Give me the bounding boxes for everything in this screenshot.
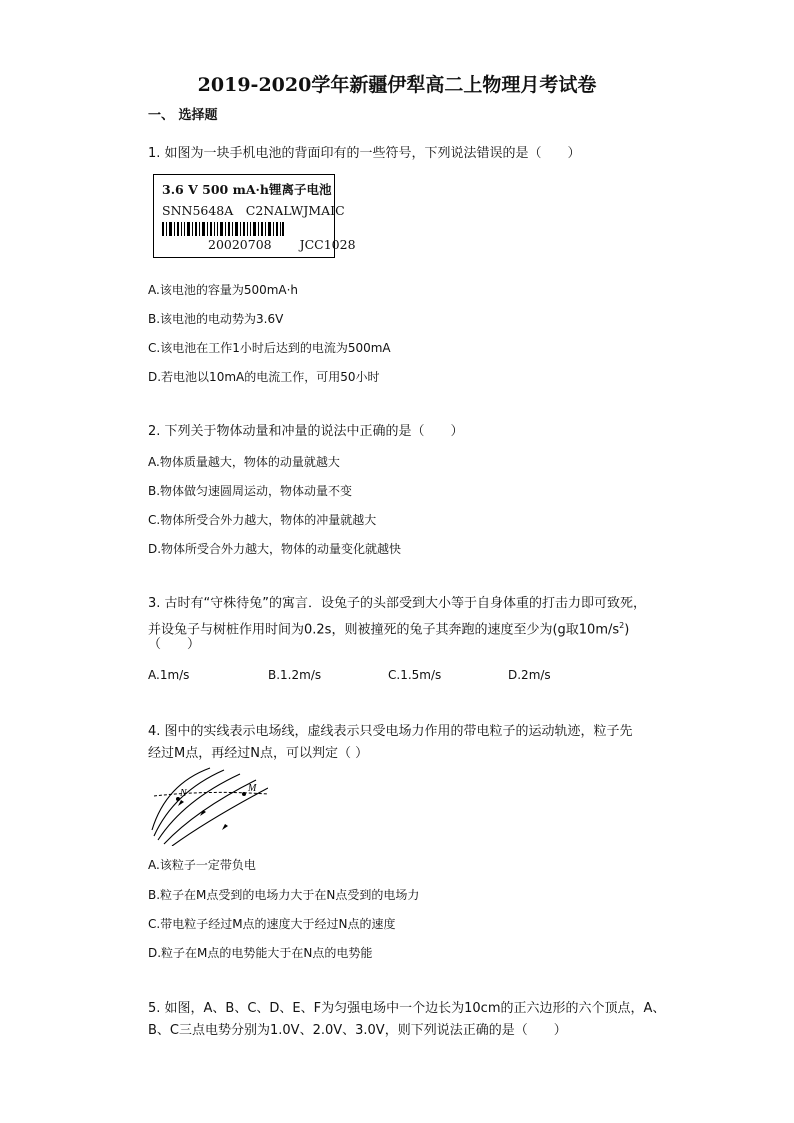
q1-option-b: B.该电池的电动势为3.6V — [148, 312, 284, 326]
q3-line-2-main: 并设兔子与树桩作用时间为0.2s，则被撞死的兔子其奔跑的速度至少为(g取10m/s — [148, 622, 620, 638]
q3-option-b: B.1.2m/s — [268, 668, 322, 682]
q3-exponent: 2 — [619, 621, 625, 630]
q2-option-d: D.物体所受合外力越大，物体的动量变化就越快 — [148, 542, 402, 556]
battery-serial: SNN5648A C2NALWJMAIC — [162, 203, 345, 218]
q2-option-c: C.物体所受合外力越大，物体的冲量就越大 — [148, 513, 377, 527]
question-5-line-1: 5. 如图，A、B、C、D、E、F为匀强电场中一个边长为10cm的正六边形的六个顶点，A、 — [148, 1001, 666, 1016]
field-line-4 — [164, 780, 256, 844]
section-heading: 一、 选择题 — [148, 108, 218, 123]
electric-field-figure — [148, 766, 268, 846]
q4-option-d: D.粒子在M点的电势能大于在N点的电势能 — [148, 946, 373, 960]
point-n-label: N — [180, 788, 187, 799]
battery-codes — [208, 237, 356, 252]
point-m-label: M — [248, 783, 257, 794]
question-3-line-2 — [148, 615, 629, 641]
battery-code: JCC1028 — [299, 237, 356, 252]
q1-option-a: A.该电池的容量为500mA·h — [148, 283, 299, 297]
question-3-line-3: （ ） — [148, 637, 201, 652]
q3-line-2-end: ) — [624, 622, 630, 638]
q2-option-a: A.物体质量越大，物体的动量就越大 — [148, 455, 340, 469]
question-4-line-1: 4. 图中的实线表示电场线，虚线表示只受电场力作用的带电粒子的运动轨迹，粒子先 — [148, 724, 633, 739]
q1-option-d: D.若电池以10mA的电流工作，可用50小时 — [148, 370, 380, 384]
question-2-text: 2. 下列关于物体动量和冲量的说法中正确的是（ ） — [148, 424, 464, 439]
point-m-dot — [242, 792, 246, 796]
arrow-icon — [178, 800, 184, 806]
battery-label-figure — [153, 174, 356, 258]
barcode-icon — [162, 222, 284, 236]
field-line-1 — [152, 768, 210, 830]
q4-option-a: A.该粒子一定带负电 — [148, 858, 256, 872]
q3-option-c: C.1.5m/s — [388, 668, 442, 682]
q3-option-a: A.1m/s — [148, 668, 190, 682]
arrow-icon — [222, 824, 228, 830]
question-4-line-2: 经过M点，再经过N点，可以判定（ ） — [148, 746, 369, 761]
battery-date: 20020708 — [208, 237, 272, 252]
q1-option-c: C.该电池在工作1小时后达到的电流为500mA — [148, 341, 391, 355]
question-3-line-1: 3. 古时有“守株待兔”的寓言．设兔子的头部受到大小等于自身体重的打击力即可致死， — [148, 596, 647, 611]
exam-title: 2019-2020学年新疆伊犁高二上物理月考试卷 — [197, 74, 597, 96]
q3-option-d: D.2m/s — [508, 668, 551, 682]
q4-option-b: B.粒子在M点受到的电场力大于在N点受到的电场力 — [148, 888, 420, 902]
q2-option-b: B.物体做匀速圆周运动，物体动量不变 — [148, 484, 353, 498]
question-1-text: 1. 如图为一块手机电池的背面印有的一些符号，下列说法错误的是（ ） — [148, 146, 581, 161]
q4-option-c: C.带电粒子经过M点的速度大于经过N点的速度 — [148, 917, 396, 931]
battery-spec: 3.6 V 500 mA·h锂离子电池 — [162, 182, 332, 197]
question-5-line-2: B、C三点电势分别为1.0V、2.0V、3.0V，则下列说法正确的是（ ） — [148, 1023, 567, 1038]
